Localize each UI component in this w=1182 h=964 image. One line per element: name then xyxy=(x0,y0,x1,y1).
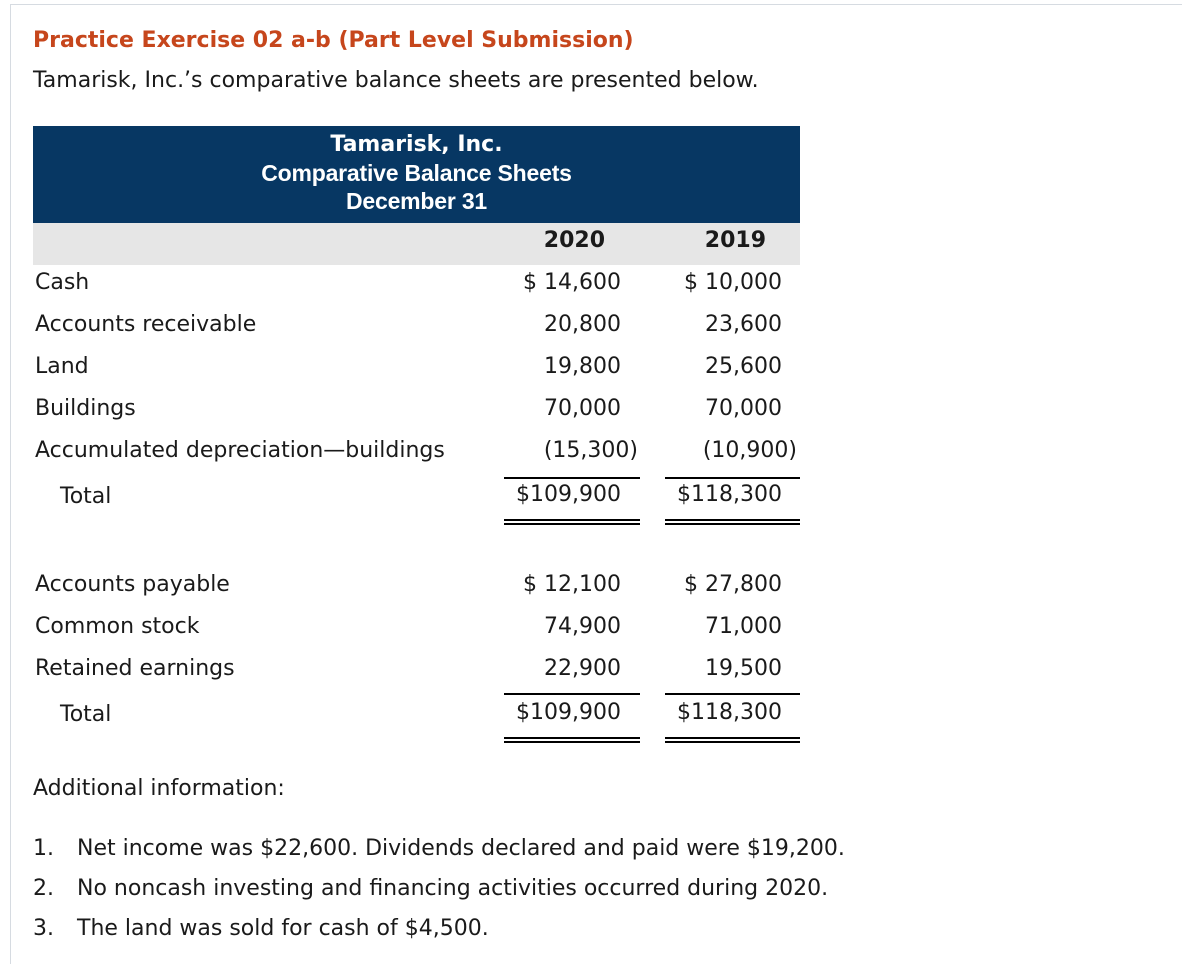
total-double-rule xyxy=(665,737,800,743)
total-double-rule xyxy=(665,519,800,525)
subtotal-rule xyxy=(665,693,800,695)
column-header-row xyxy=(33,223,800,265)
value-2019: 71,000 xyxy=(705,614,782,639)
column-2020: 2020 xyxy=(543,228,605,253)
row-label: Cash xyxy=(35,270,90,295)
liabilities-total-2020: $109,900 xyxy=(516,700,621,725)
value-2019: $ 27,800 xyxy=(684,572,782,597)
row-label: Accumulated depreciation—buildings xyxy=(35,438,445,463)
value-2020: 74,900 xyxy=(544,614,621,639)
value-2019: $ 10,000 xyxy=(684,270,782,295)
total-double-rule xyxy=(504,737,640,743)
note-text: No noncash investing and financing activities occurred during 2020. xyxy=(77,876,829,901)
assets-total-label: Total xyxy=(60,484,112,509)
note-text: Net income was $22,600. Dividends declared and paid were $19,200. xyxy=(77,836,845,861)
value-2020: 70,000 xyxy=(544,396,621,421)
row-label: Common stock xyxy=(35,614,200,639)
note-item xyxy=(33,916,489,941)
note-number: 1. xyxy=(33,836,54,861)
row-label: Accounts receivable xyxy=(35,312,257,337)
row-label: Buildings xyxy=(35,396,136,421)
company-name: Tamarisk, Inc. xyxy=(330,132,503,157)
note-number: 2. xyxy=(33,876,54,901)
value-2019: (10,900) xyxy=(702,438,797,463)
column-2019: 2019 xyxy=(704,228,766,253)
statement-date: December 31 xyxy=(346,188,487,214)
value-2020: (15,300) xyxy=(543,438,638,463)
value-2020: $ 14,600 xyxy=(523,270,621,295)
assets-total-2020: $109,900 xyxy=(516,482,621,507)
statement-name: Comparative Balance Sheets xyxy=(261,160,572,186)
subtotal-rule xyxy=(665,477,800,479)
liabilities-total-label: Total xyxy=(60,702,112,727)
row-label: Retained earnings xyxy=(35,656,235,681)
value-2019: 70,000 xyxy=(705,396,782,421)
exercise-title: Practice Exercise 02 a-b (Part Level Submission) xyxy=(33,28,634,53)
liabilities-total-2019: $118,300 xyxy=(677,700,782,725)
subtotal-rule xyxy=(504,477,640,479)
value-2020: 20,800 xyxy=(544,312,621,337)
intro-text: Tamarisk, Inc.’s comparative balance sheets are presented below. xyxy=(33,68,759,93)
value-2019: 23,600 xyxy=(705,312,782,337)
subtotal-rule xyxy=(504,693,640,695)
note-item xyxy=(33,876,828,901)
additional-info-heading: Additional information: xyxy=(33,776,285,801)
value-2019: 19,500 xyxy=(705,656,782,681)
value-2020: $ 12,100 xyxy=(523,572,621,597)
value-2019: 25,600 xyxy=(705,354,782,379)
total-double-rule xyxy=(504,519,640,525)
note-number: 3. xyxy=(33,916,54,941)
row-label: Land xyxy=(35,354,89,379)
value-2020: 19,800 xyxy=(544,354,621,379)
note-text: The land was sold for cash of $4,500. xyxy=(77,916,489,941)
assets-total-2019: $118,300 xyxy=(677,482,782,507)
row-label: Accounts payable xyxy=(35,572,230,597)
note-item xyxy=(33,836,845,861)
value-2020: 22,900 xyxy=(544,656,621,681)
